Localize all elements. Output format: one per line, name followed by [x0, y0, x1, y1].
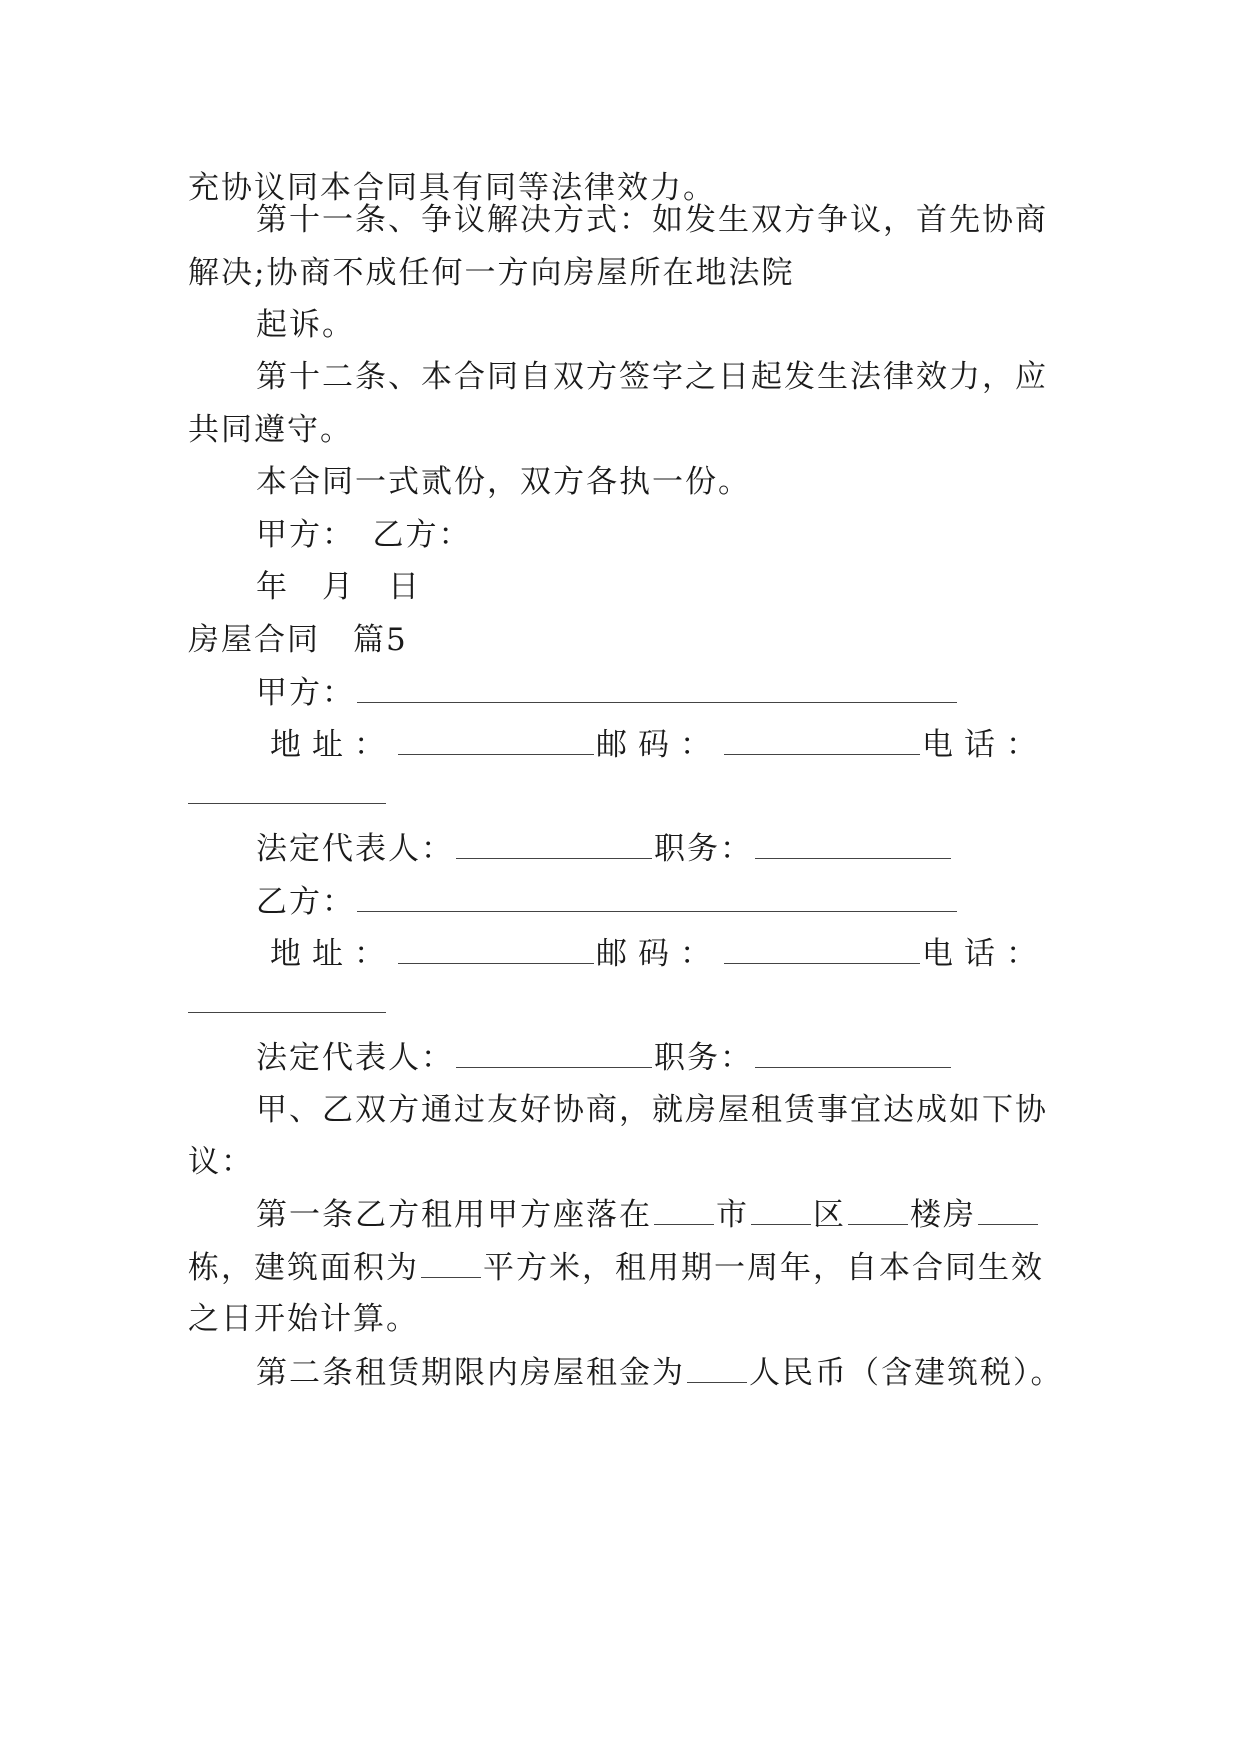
- signature-parties: 甲方： 乙方：: [256, 517, 472, 553]
- position-blank: [755, 828, 951, 859]
- article-11-line-3: 起诉。: [256, 307, 355, 343]
- building-label: 楼房: [910, 1197, 976, 1233]
- phone-blank: [188, 803, 386, 804]
- party-a-blank: [357, 672, 957, 703]
- signature-date: 年 月 日: [256, 569, 421, 605]
- city-label: 市: [716, 1197, 749, 1233]
- postcode-label: 邮码：: [596, 936, 722, 972]
- article-12-line-2: 共同遵守。: [188, 412, 353, 448]
- party-b-blank: [357, 881, 957, 912]
- article-11-line-1: 第十一条、争议解决方式：如发生双方争议，首先协商: [256, 202, 1048, 238]
- district-blank: [751, 1194, 811, 1225]
- rent-currency-text: 人民币（含建筑税）。: [749, 1355, 1064, 1391]
- phone-blank: [188, 1012, 386, 1013]
- legal-rep-label: 法定代表人：: [256, 1040, 454, 1076]
- copies-clause: 本合同一式贰份，双方各执一份。: [256, 464, 751, 500]
- section-title: 房屋合同 篇5: [188, 622, 408, 658]
- party-b-label: 乙方：: [256, 884, 355, 920]
- address-label: 地址：: [270, 727, 396, 763]
- article-1-line-3: 之日开始计算。: [188, 1301, 419, 1337]
- party-a-row: [256, 672, 959, 713]
- agreement-line-2: 议：: [188, 1144, 254, 1180]
- district-label: 区: [813, 1197, 846, 1233]
- phone-label: 电话：: [922, 936, 1048, 972]
- party-a-contact-row: [270, 724, 1048, 765]
- city-blank: [654, 1194, 714, 1225]
- article-1-line-2: [188, 1247, 1044, 1288]
- address-blank: [398, 933, 594, 964]
- article-11-line-2: 解决;协商不成任何一方向房屋所在地法院: [188, 255, 795, 291]
- position-label: 职务：: [654, 831, 753, 867]
- address-label: 地址：: [270, 936, 396, 972]
- postcode-blank: [724, 933, 920, 964]
- phone-label: 电话：: [922, 727, 1048, 763]
- area-unit-text: 平方米，租用期一周年，自本合同生效: [483, 1250, 1044, 1286]
- article-1-line-1: [256, 1194, 1040, 1235]
- party-b-contact-row: [270, 933, 1048, 974]
- postcode-label: 邮码：: [596, 727, 722, 763]
- article-2-line-1: [256, 1352, 1064, 1393]
- building-blank: [848, 1194, 908, 1225]
- position-label: 职务：: [654, 1040, 753, 1076]
- agreement-line-1: 甲、乙双方通过友好协商，就房屋租赁事宜达成如下协: [256, 1092, 1048, 1128]
- position-blank: [755, 1037, 951, 1068]
- postcode-blank: [724, 724, 920, 755]
- party-a-rep-row: [256, 828, 953, 869]
- text-line: 充协议同本合同具有同等法律效力。: [188, 170, 716, 206]
- area-text: 栋，建筑面积为: [188, 1250, 419, 1286]
- party-a-label: 甲方：: [256, 675, 355, 711]
- legal-rep-label: 法定代表人：: [256, 831, 454, 867]
- rent-text: 第二条租赁期限内房屋租金为: [256, 1355, 685, 1391]
- area-blank: [421, 1247, 481, 1278]
- legal-rep-blank: [456, 1037, 652, 1068]
- rent-blank: [687, 1352, 747, 1383]
- party-b-row: [256, 881, 959, 922]
- legal-rep-blank: [456, 828, 652, 859]
- article-1-text: 第一条乙方租用甲方座落在: [256, 1197, 652, 1233]
- party-b-rep-row: [256, 1037, 953, 1078]
- address-blank: [398, 724, 594, 755]
- block-blank: [978, 1194, 1038, 1225]
- article-12-line-1: 第十二条、本合同自双方签字之日起发生法律效力，应: [256, 359, 1048, 395]
